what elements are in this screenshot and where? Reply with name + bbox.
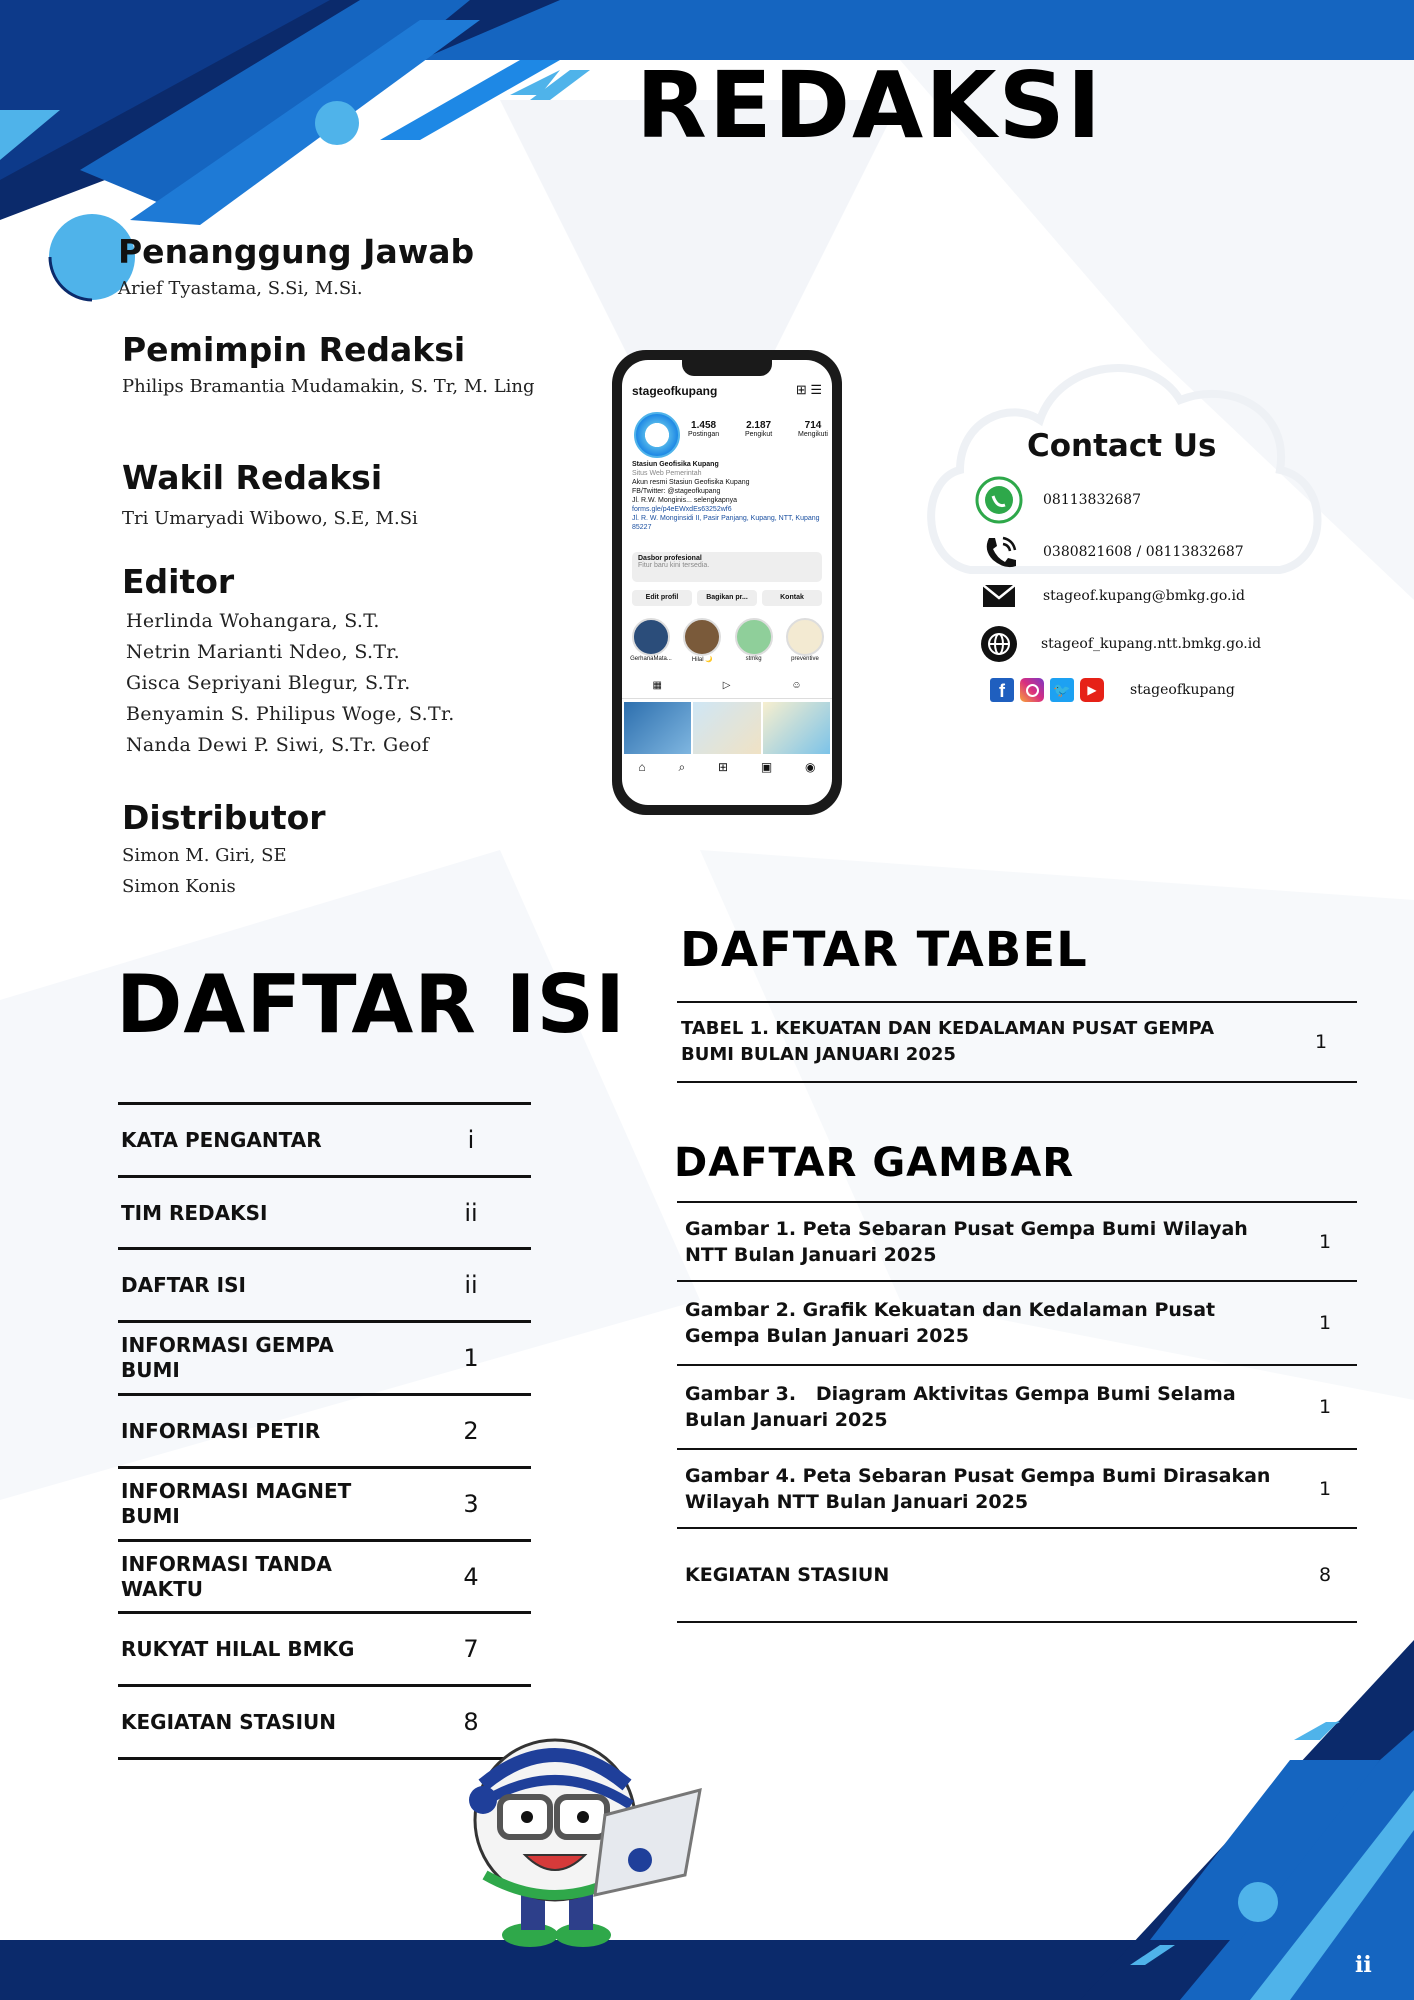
add-icon[interactable]: ⊞	[718, 760, 729, 774]
profile-icon[interactable]: ◉	[805, 760, 816, 774]
mail-icon	[975, 582, 1023, 610]
ig-highlights	[626, 618, 830, 663]
ig-tab-bar	[622, 680, 832, 699]
ig-buttons	[632, 590, 822, 606]
role-title-wakil-redaksi: Wakil Redaksi	[122, 458, 383, 497]
ig-menu-icon: ⊞ ☰	[795, 382, 822, 397]
email-address: stageof.kupang@bmkg.go.id	[1043, 588, 1245, 604]
whatsapp-icon	[975, 476, 1023, 524]
instagram-screen	[622, 360, 832, 805]
ig-bottom-nav	[622, 760, 832, 775]
ig-post-thumbnail[interactable]	[693, 702, 760, 754]
phone-number: 0380821608 / 08113832687	[1043, 544, 1244, 560]
ig-edit-profile-button[interactable]: Edit profil	[632, 590, 692, 606]
home-icon[interactable]: ⌂	[638, 760, 646, 774]
social-handle: stageofkupang	[1130, 682, 1235, 698]
ig-stats	[688, 420, 828, 438]
contact-social	[990, 678, 1235, 702]
ig-highlight[interactable]: stmkg	[729, 618, 779, 663]
globe-icon	[975, 624, 1023, 664]
toc-item[interactable]: KATA PENGANTAR i	[118, 1102, 531, 1175]
reels-icon[interactable]: ▷	[722, 680, 731, 691]
gambar-item[interactable]: Gambar 3. Diagram Aktivitas Gempa Bumi Selama Bulan Januari 2025 1	[677, 1364, 1357, 1448]
phone-icon	[975, 532, 1023, 572]
daftar-isi-title: DAFTAR ISI	[116, 958, 626, 1051]
ig-highlight[interactable]: preventive	[780, 618, 830, 663]
editor-name: Nanda Dewi P. Siwi, S.Tr. Geof	[126, 734, 430, 756]
ig-stat: 2.187 Pengikut	[744, 420, 773, 438]
ig-contact-button[interactable]: Kontak	[762, 590, 822, 606]
distributor-list	[122, 840, 287, 902]
daftar-tabel-title: DAFTAR TABEL	[680, 922, 1088, 978]
ig-bio: Stasiun Geofisika Kupang Situs Web Pemerintah Akun resmi Stasiun Geofisika Kupang FB/Twitter: @stageofkupang Jl. R.W. Monginis... selengkapnya forms.gle/p4eEWxdEs63252wf6 Jl. R. W. Monginsidi II, Pasir Panjang, Kupang, NTT, Kupang 85227	[632, 461, 820, 531]
editor-name: Netrin Marianti Ndeo, S.Tr.	[126, 641, 400, 663]
facebook-icon[interactable]: f	[990, 678, 1014, 702]
editor-name: Herlinda Wohangara, S.T.	[126, 610, 380, 632]
contact-whatsapp	[975, 476, 1141, 524]
page-number: ii	[1355, 1952, 1372, 1978]
contact-website	[975, 624, 1261, 664]
distributor-name: Simon Konis	[122, 876, 236, 897]
role-title-penanggung-jawab: Penanggung Jawab	[118, 232, 475, 271]
tabel-item[interactable]: TABEL 1. KEKUATAN DAN KEDALAMAN PUSAT GEMPA BUMI BULAN JANUARI 2025 1	[677, 1001, 1357, 1083]
role-title-pemimpin-redaksi: Pemimpin Redaksi	[122, 330, 466, 369]
ig-share-button[interactable]: Bagikan pr...	[697, 590, 757, 606]
ig-username: stageofkupang	[632, 384, 718, 398]
toc-item[interactable]: DAFTAR ISI ii	[118, 1247, 531, 1320]
phone-mockup	[612, 350, 842, 815]
video-icon[interactable]: ▣	[760, 760, 773, 774]
toc-item[interactable]: INFORMASI MAGNET BUMI 3	[118, 1466, 531, 1539]
ig-stat: 1.458 Postingan	[688, 420, 720, 438]
toc-item[interactable]: INFORMASI TANDA WAKTU 4	[118, 1539, 531, 1612]
toc-item[interactable]: TIM REDAKSI ii	[118, 1175, 531, 1248]
whatsapp-number: 08113832687	[1043, 492, 1141, 508]
role-name-wakil-redaksi: Tri Umaryadi Wibowo, S.E, M.Si	[122, 508, 418, 529]
ig-dashboard[interactable]: Dasbor profesional Fitur baru kini tersedia.	[632, 552, 822, 582]
ig-post-thumbnail[interactable]	[763, 702, 830, 754]
gambar-item[interactable]: KEGIATAN STASIUN 8	[677, 1527, 1357, 1623]
mascot-illustration	[465, 1725, 710, 1950]
toc-item[interactable]: RUKYAT HILAL BMKG 7	[118, 1611, 531, 1684]
contact-title: Contact Us	[1027, 428, 1217, 464]
editor-list	[126, 606, 455, 761]
contact-phone	[975, 532, 1244, 572]
youtube-icon[interactable]: ▶	[1080, 678, 1104, 702]
role-name-penanggung-jawab: Arief Tyastama, S.Si, M.Si.	[118, 278, 363, 299]
ig-stat: 714 Mengikuti	[798, 420, 828, 438]
twitter-icon[interactable]: 🐦	[1050, 678, 1074, 702]
toc-item[interactable]: INFORMASI GEMPA BUMI 1	[118, 1320, 531, 1393]
ig-highlight[interactable]: GerhanaMata...	[626, 618, 676, 663]
distributor-title: Distributor	[122, 798, 326, 837]
editor-title: Editor	[122, 562, 235, 601]
instagram-icon[interactable]	[1020, 678, 1044, 702]
gambar-item[interactable]: Gambar 2. Grafik Kekuatan dan Kedalaman Pusat Gempa Bulan Januari 2025 1	[677, 1280, 1357, 1364]
page-title: REDAKSI	[636, 52, 1104, 159]
role-name-pemimpin-redaksi: Philips Bramantia Mudamakin, S. Tr, M. Ling	[122, 376, 535, 397]
editor-name: Gisca Sepriyani Blegur, S.Tr.	[126, 672, 411, 694]
ig-avatar	[634, 412, 680, 458]
gambar-item[interactable]: Gambar 4. Peta Sebaran Pusat Gempa Bumi Dirasakan Wilayah NTT Bulan Januari 2025 1	[677, 1448, 1357, 1528]
website-url: stageof_kupang.ntt.bmkg.go.id	[1041, 636, 1262, 652]
ig-posts-grid	[624, 702, 830, 754]
ig-post-thumbnail[interactable]	[624, 702, 691, 754]
search-icon[interactable]: ⌕	[678, 760, 686, 774]
gambar-item[interactable]: Gambar 1. Peta Sebaran Pusat Gempa Bumi Wilayah NTT Bulan Januari 2025 1	[677, 1201, 1357, 1281]
tagged-icon[interactable]: ☺	[791, 680, 802, 691]
grid-icon[interactable]: ▦	[652, 680, 662, 691]
editor-name: Benyamin S. Philipus Woge, S.Tr.	[126, 703, 455, 725]
ig-highlight[interactable]: Hilal 🌙	[677, 618, 727, 663]
toc-item[interactable]: KEGIATAN STASIUN 8	[118, 1684, 531, 1760]
contact-email	[975, 582, 1245, 610]
phone-notch	[682, 360, 772, 376]
toc-item[interactable]: INFORMASI PETIR 2	[118, 1393, 531, 1466]
daftar-gambar-title: DAFTAR GAMBAR	[674, 1140, 1075, 1186]
distributor-name: Simon M. Giri, SE	[122, 845, 287, 866]
